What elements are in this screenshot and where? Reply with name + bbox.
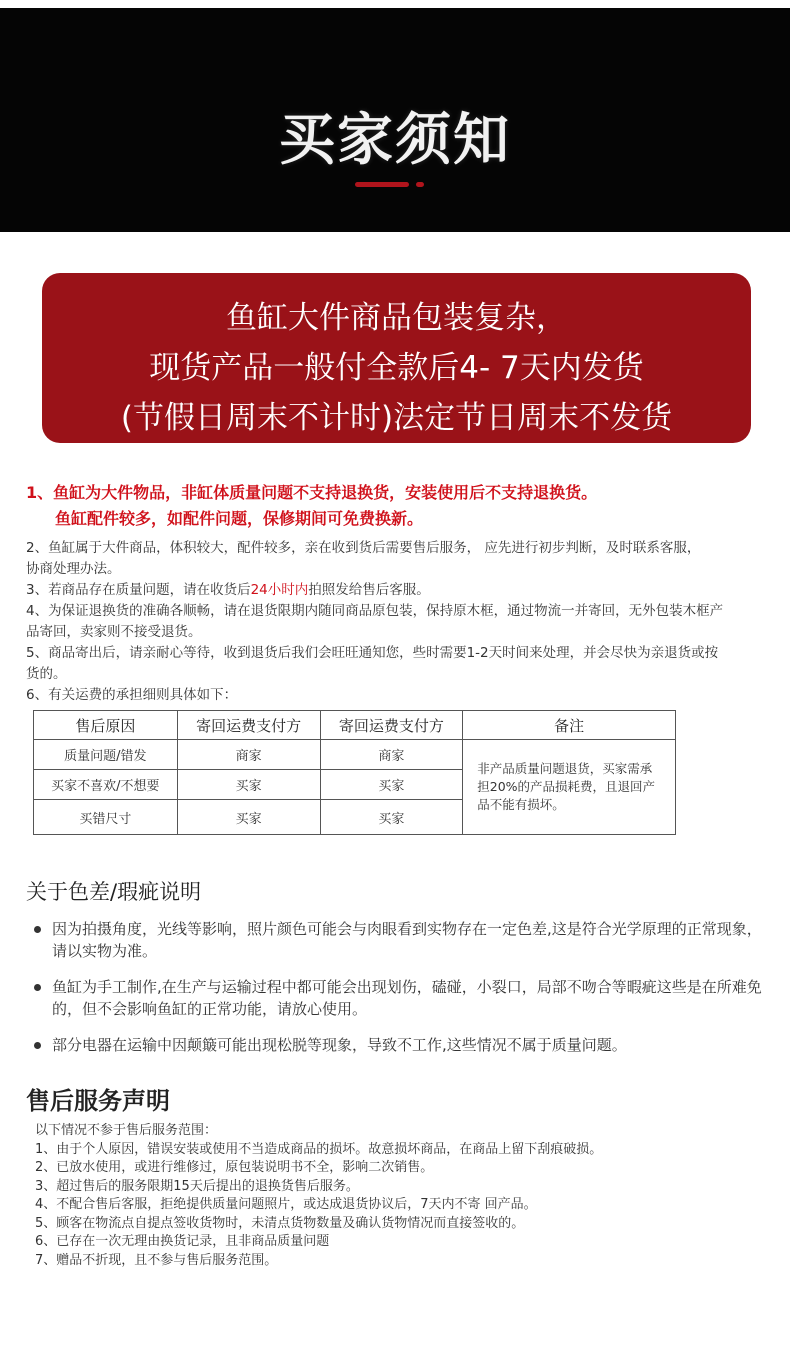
notice-line-2: 现货产品一般付全款后4- 7天内发货	[149, 350, 644, 386]
table-note: 非产品质量问题退货，买家需承担20%的产品损耗费，且退回产品不能有损坏。	[463, 740, 676, 835]
rule-3-text: 3、若商品存在质量问题，请在收货后	[26, 582, 251, 598]
rule-2-line-2: 协商处理办法。	[26, 561, 121, 577]
list-item: 4、不配合售后客服，拒绝提供质量问题照片，或达成退货协议后，7天内不寄 回产品。	[35, 1197, 537, 1212]
list-item	[34, 918, 774, 962]
list-item: 7、赠品不折现，且不参与售后服务范围。	[35, 1252, 278, 1268]
table-cell: 买家	[177, 800, 320, 835]
rule-5-line-1: 5、商品寄出后，请亲耐心等待，收到退货后我们会旺旺通知您，些时需要1-2天时间来处理，并会尽快为亲退货或按	[26, 645, 719, 661]
color-bullet-list	[34, 918, 774, 1070]
table-cell: 质量问题/错发	[34, 740, 178, 770]
list-item: 2、已放水使用，或进行维修过，原包装说明书不全，影响二次销售。	[35, 1160, 434, 1175]
bullet-icon	[34, 984, 41, 991]
bullet-text: 鱼缸为手工制作,在生产与运输过程中都可能会出现划伤，磕碰，小裂口，局部不吻合等暇疵这些是在所难免的，但不会影响鱼缸的正常功能，请放心使用。	[52, 978, 762, 1018]
table-header: 寄回运费支付方	[177, 711, 320, 740]
page-title: 买家须知	[279, 108, 511, 173]
rule-4-line-1: 4、为保证退换货的准确各顺畅，请在退货限期内随同商品原包装，保持原木框，通过物流一并寄回，无外包装木框产	[26, 603, 724, 619]
rule-1-line-2: 鱼缸配件较多，如配件问题，保修期间可免费换新。	[55, 509, 424, 528]
rule-4-line-2: 品寄回，卖家则不接受退货。	[26, 624, 202, 640]
list-item: 6、已存在一次无理由换货记录，且非商品质量问题	[35, 1234, 330, 1249]
service-exclusion-list	[35, 1122, 775, 1270]
table-cell: 买家	[320, 770, 463, 800]
table-cell: 买错尺寸	[34, 800, 178, 835]
list-item	[34, 1034, 774, 1056]
table-cell: 买家	[320, 800, 463, 835]
table-header: 售后原因	[34, 711, 178, 740]
table-cell: 买家	[177, 770, 320, 800]
list-item: 5、顾客在物流点自提点签收货物时，未清点货物数量及确认货物情况而直接签收的。	[35, 1215, 525, 1231]
service-section-title: 售后服务声明	[26, 1087, 170, 1115]
shipping-notice-box	[42, 273, 751, 443]
return-rules	[26, 480, 790, 706]
table-cell: 买家不喜欢/不想要	[34, 770, 178, 800]
rule-2-line-1: 2、鱼缸属于大件商品，体积较大，配件较多，亲在收到货后需要售后服务， 应先进行初步判断，及时联系客服，	[26, 540, 701, 556]
notice-line-3: (节假日周末不计时)法定节日周末不发货	[120, 400, 673, 436]
title-underline	[355, 182, 409, 187]
rule-1-line-1: 1、鱼缸为大件物品，非缸体质量问题不支持退换货，安装使用后不支持退换货。	[26, 483, 598, 502]
header-banner	[0, 8, 790, 232]
service-intro: 以下情况不参于售后服务范围：	[35, 1123, 218, 1138]
rule-3-highlight: 24小时内	[250, 582, 309, 598]
list-item: 1、由于个人原因，错误安装或使用不当造成商品的损坏。故意损坏商品，在商品上留下刮痕破损。	[35, 1141, 603, 1157]
notice-line-1: 鱼缸大件商品包装复杂，	[226, 300, 567, 336]
list-item: 3、超过售后的服务限期15天后提出的退换货售后服务。	[35, 1178, 359, 1194]
table-row	[34, 740, 676, 770]
shipping-fee-table	[33, 710, 676, 835]
list-item	[34, 976, 774, 1020]
color-section-title: 关于色差/瑕疵说明	[26, 880, 202, 904]
rule-3-text-end: 拍照发给售后客服。	[308, 582, 430, 598]
bullet-text: 部分电器在运输中因颠簸可能出现松脱等现象，导致不工作,这些情况不属于质量问题。	[52, 1036, 627, 1054]
table-cell: 商家	[177, 740, 320, 770]
table-header: 备注	[463, 711, 676, 740]
title-underline-dot	[416, 182, 424, 187]
rule-3	[26, 580, 790, 601]
bullet-text: 因为拍摄角度，光线等影响，照片颜色可能会与肉眼看到实物存在一定色差,这是符合光学原理的正常现象，请以实物为准。	[52, 920, 762, 960]
rule-5-line-2: 货的。	[26, 666, 67, 682]
rule-6: 6、有关运费的承担细则具体如下：	[26, 687, 238, 703]
table-header-row	[34, 711, 676, 740]
table-header: 寄回运费支付方	[320, 711, 463, 740]
table-cell: 商家	[320, 740, 463, 770]
bullet-icon	[34, 926, 41, 933]
bullet-icon	[34, 1042, 41, 1049]
